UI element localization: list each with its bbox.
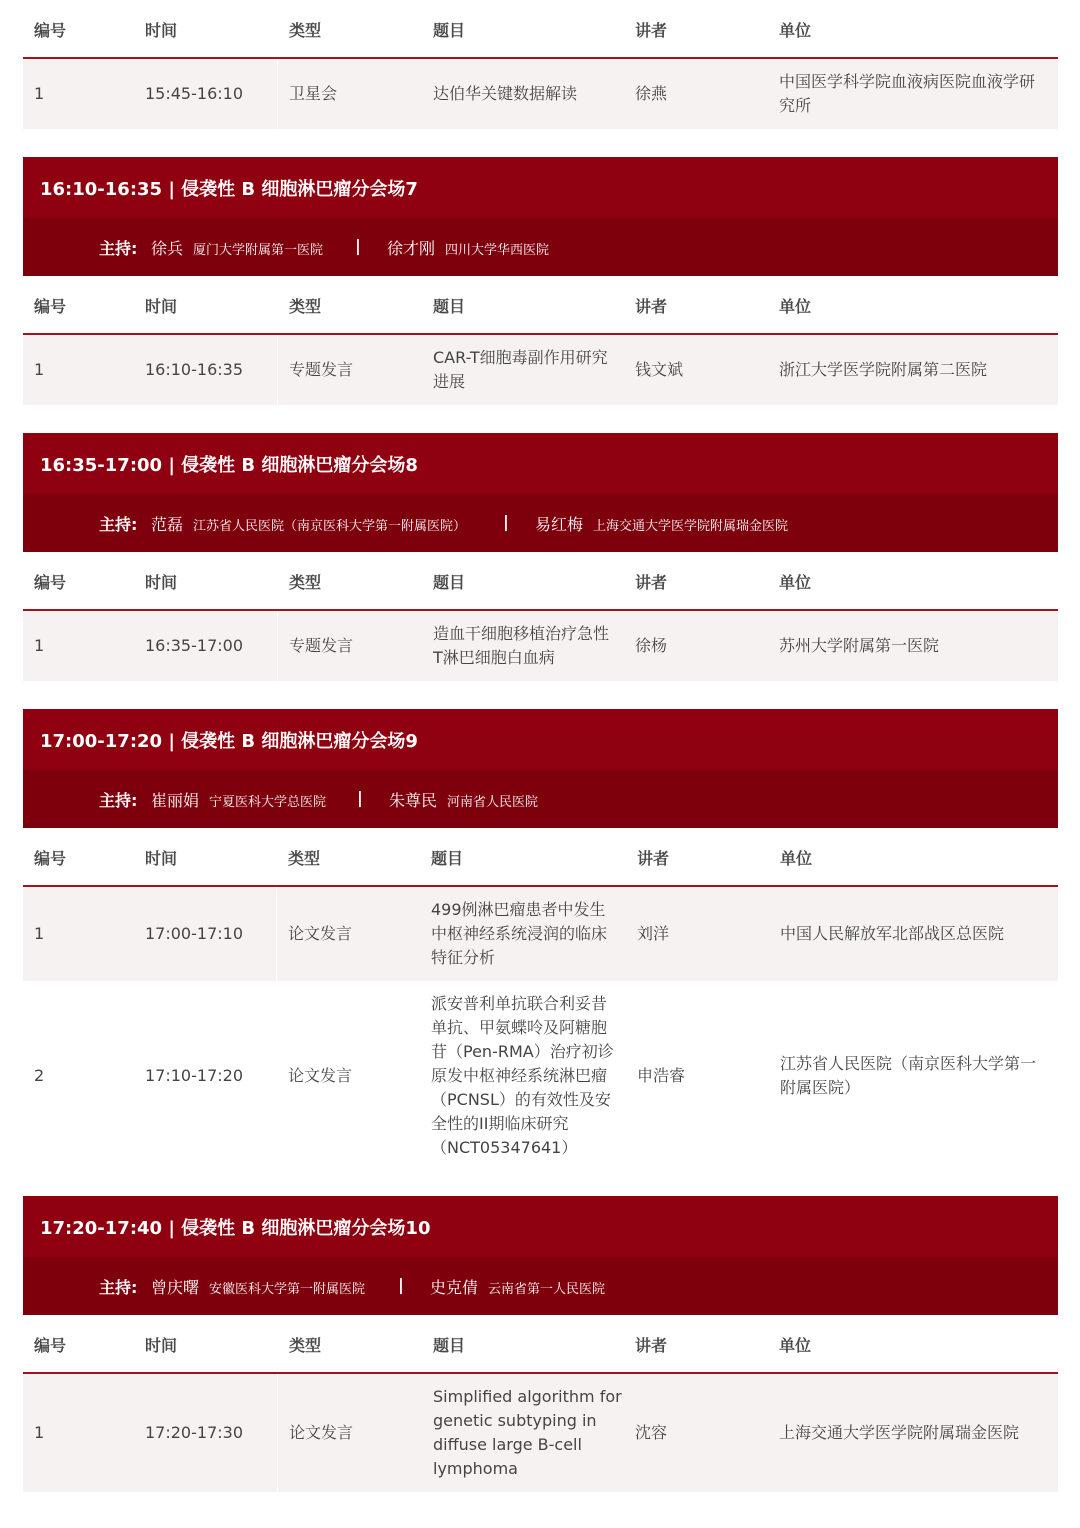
cell-org: 中国人民解放军北部战区总医院	[780, 924, 1005, 943]
host-separator: |	[503, 512, 509, 531]
session-banner	[23, 433, 1058, 552]
host-org: 四川大学华西医院	[445, 243, 550, 258]
topic-line: 原发中枢神经系统淋巴瘤	[431, 1066, 608, 1085]
host-name: 朱尊民	[389, 791, 438, 810]
host-line	[23, 1257, 1058, 1315]
cell-type: 卫星会	[289, 84, 338, 103]
cell-topic	[433, 346, 608, 394]
session-10	[23, 1196, 1058, 1492]
cell-org	[780, 1052, 1036, 1100]
header-speaker: 讲者	[635, 21, 668, 40]
host-separator: |	[357, 788, 363, 807]
header-topic: 题目	[431, 849, 464, 868]
cell-topic	[431, 992, 614, 1160]
org-line: 究所	[779, 96, 812, 115]
header-org: 单位	[779, 297, 812, 316]
topic-line: CAR-T细胞毒副作用研究	[433, 348, 608, 367]
session-8	[23, 433, 1058, 681]
cell-time: 15:45-16:10	[145, 84, 243, 103]
table-row	[23, 59, 1058, 129]
session-title: 17:00-17:20 | 侵袭性 B 细胞淋巴瘤分会场9	[40, 731, 418, 752]
host-separator: |	[398, 1275, 404, 1294]
host-label: 主持:	[99, 239, 138, 258]
host-org: 江苏省人民医院（南京医科大学第一附属医院）	[193, 519, 467, 534]
cell-speaker: 徐燕	[635, 84, 668, 103]
cell-type: 论文发言	[288, 1066, 353, 1085]
header-org: 单位	[780, 849, 813, 868]
cell-no: 1	[34, 924, 45, 943]
table-header	[23, 552, 1058, 611]
header-type: 类型	[289, 21, 322, 40]
table-row	[23, 335, 1058, 405]
topic-line: 单抗、甲氨蝶呤及阿糖胞	[431, 1018, 608, 1037]
cell-time: 17:00-17:10	[145, 924, 243, 943]
header-time: 时间	[145, 849, 178, 868]
header-no: 编号	[34, 1336, 67, 1355]
session-title: 16:10-16:35 | 侵袭性 B 细胞淋巴瘤分会场7	[40, 179, 418, 200]
session-9	[23, 709, 1058, 1169]
header-type: 类型	[288, 849, 321, 868]
cell-topic	[431, 898, 607, 970]
cell-no: 1	[34, 84, 45, 103]
topic-line: 苷（Pen-RMA）治疗初诊	[431, 1042, 614, 1061]
header-type: 类型	[289, 297, 322, 316]
host-org: 厦门大学附属第一医院	[193, 243, 324, 258]
cell-no: 1	[34, 636, 45, 655]
header-time: 时间	[145, 573, 178, 592]
session-title: 17:20-17:40 | 侵袭性 B 细胞淋巴瘤分会场10	[40, 1218, 431, 1239]
topic-line: 全性的II期临床研究	[431, 1114, 569, 1133]
header-topic: 题目	[433, 21, 466, 40]
topic-line: 派安普利单抗联合利妥昔	[431, 994, 608, 1013]
topic-line: Simplified algorithm for	[433, 1387, 622, 1406]
table-header	[23, 276, 1058, 335]
host-line	[23, 218, 1058, 276]
host-org: 宁夏医科大学总医院	[209, 795, 327, 810]
org-line: 附属医院）	[780, 1078, 861, 1097]
topic-line: 中枢神经系统浸润的临床	[431, 924, 608, 943]
header-topic: 题目	[433, 573, 466, 592]
topic-line: genetic subtyping in	[433, 1411, 597, 1430]
table-row	[23, 981, 1058, 1169]
host-org: 上海交通大学医学院附属瑞金医院	[593, 519, 789, 534]
session-7	[23, 157, 1058, 405]
host-org: 云南省第一人民医院	[488, 1282, 606, 1297]
cell-topic	[433, 1385, 622, 1481]
header-time: 时间	[145, 297, 178, 316]
cell-org	[779, 70, 1035, 118]
session-banner	[23, 1196, 1058, 1315]
cell-topic: 达伯华关键数据解读	[433, 84, 578, 103]
org-line: 江苏省人民医院（南京医科大学第一	[780, 1054, 1037, 1073]
cell-no: 1	[34, 1423, 45, 1442]
host-line	[23, 770, 1058, 828]
cell-speaker: 刘洋	[637, 924, 670, 943]
table-row	[23, 611, 1058, 681]
cell-speaker: 申浩睿	[637, 1066, 686, 1085]
topic-line: （NCT05347641）	[431, 1138, 578, 1157]
header-time: 时间	[145, 21, 178, 40]
host-org: 安徽医科大学第一附属医院	[209, 1282, 366, 1297]
topic-line: lymphoma	[433, 1459, 518, 1478]
header-type: 类型	[289, 573, 322, 592]
table-row	[23, 887, 1058, 981]
host-name: 徐才刚	[387, 239, 436, 258]
topic-line: 499例淋巴瘤患者中发生	[431, 900, 606, 919]
table-row	[23, 1374, 1058, 1492]
topic-line: T淋巴细胞白血病	[433, 648, 555, 667]
topic-line: 进展	[433, 372, 466, 391]
cell-speaker: 徐杨	[635, 636, 668, 655]
cell-topic	[433, 622, 609, 670]
host-label: 主持:	[99, 791, 138, 810]
header-org: 单位	[779, 21, 812, 40]
cell-type: 论文发言	[289, 1423, 354, 1442]
header-speaker: 讲者	[637, 849, 670, 868]
header-no: 编号	[34, 297, 67, 316]
topic-line: 造血干细胞移植治疗急性	[433, 624, 610, 643]
org-line: 中国医学科学院血液病医院血液学研	[779, 72, 1036, 91]
host-name: 史克倩	[430, 1278, 479, 1297]
host-name: 范磊	[151, 515, 184, 534]
header-topic: 题目	[433, 1336, 466, 1355]
host-name: 易红梅	[535, 515, 584, 534]
cell-speaker: 沈容	[635, 1423, 668, 1442]
header-speaker: 讲者	[635, 297, 668, 316]
header-no: 编号	[34, 573, 67, 592]
cell-no: 1	[34, 360, 45, 379]
cell-no: 2	[34, 1066, 45, 1085]
topic-line: （PCNSL）的有效性及安	[431, 1090, 611, 1109]
host-label: 主持:	[99, 515, 138, 534]
schedule-table-0	[23, 0, 1058, 129]
header-speaker: 讲者	[635, 573, 668, 592]
header-org: 单位	[779, 1336, 812, 1355]
cell-time: 16:10-16:35	[145, 360, 243, 379]
host-name: 曾庆曙	[151, 1278, 200, 1297]
cell-org: 浙江大学医学院附属第二医院	[779, 360, 988, 379]
header-org: 单位	[779, 573, 812, 592]
table-header	[23, 0, 1058, 59]
host-label: 主持:	[99, 1278, 138, 1297]
host-org: 河南省人民医院	[447, 795, 539, 810]
cell-type: 论文发言	[288, 924, 353, 943]
cell-speaker: 钱文斌	[635, 360, 684, 379]
header-no: 编号	[34, 849, 67, 868]
cell-type: 专题发言	[289, 360, 354, 379]
session-banner	[23, 157, 1058, 276]
cell-time: 17:10-17:20	[145, 1066, 243, 1085]
table-header	[23, 1315, 1058, 1374]
topic-line: 特征分析	[431, 948, 496, 967]
topic-line: diffuse large B-cell	[433, 1435, 582, 1454]
cell-time: 17:20-17:30	[145, 1423, 243, 1442]
session-title: 16:35-17:00 | 侵袭性 B 细胞淋巴瘤分会场8	[40, 455, 418, 476]
cell-time: 16:35-17:00	[145, 636, 243, 655]
header-time: 时间	[145, 1336, 178, 1355]
host-line	[23, 494, 1058, 552]
header-topic: 题目	[433, 297, 466, 316]
session-banner	[23, 709, 1058, 828]
cell-type: 专题发言	[289, 636, 354, 655]
header-speaker: 讲者	[635, 1336, 668, 1355]
table-header	[23, 828, 1058, 887]
cell-org: 上海交通大学医学院附属瑞金医院	[779, 1423, 1020, 1442]
host-name: 徐兵	[151, 239, 184, 258]
host-name: 崔丽娟	[151, 791, 200, 810]
cell-org: 苏州大学附属第一医院	[779, 636, 940, 655]
header-no: 编号	[34, 21, 67, 40]
header-type: 类型	[289, 1336, 322, 1355]
host-separator: |	[355, 236, 361, 255]
